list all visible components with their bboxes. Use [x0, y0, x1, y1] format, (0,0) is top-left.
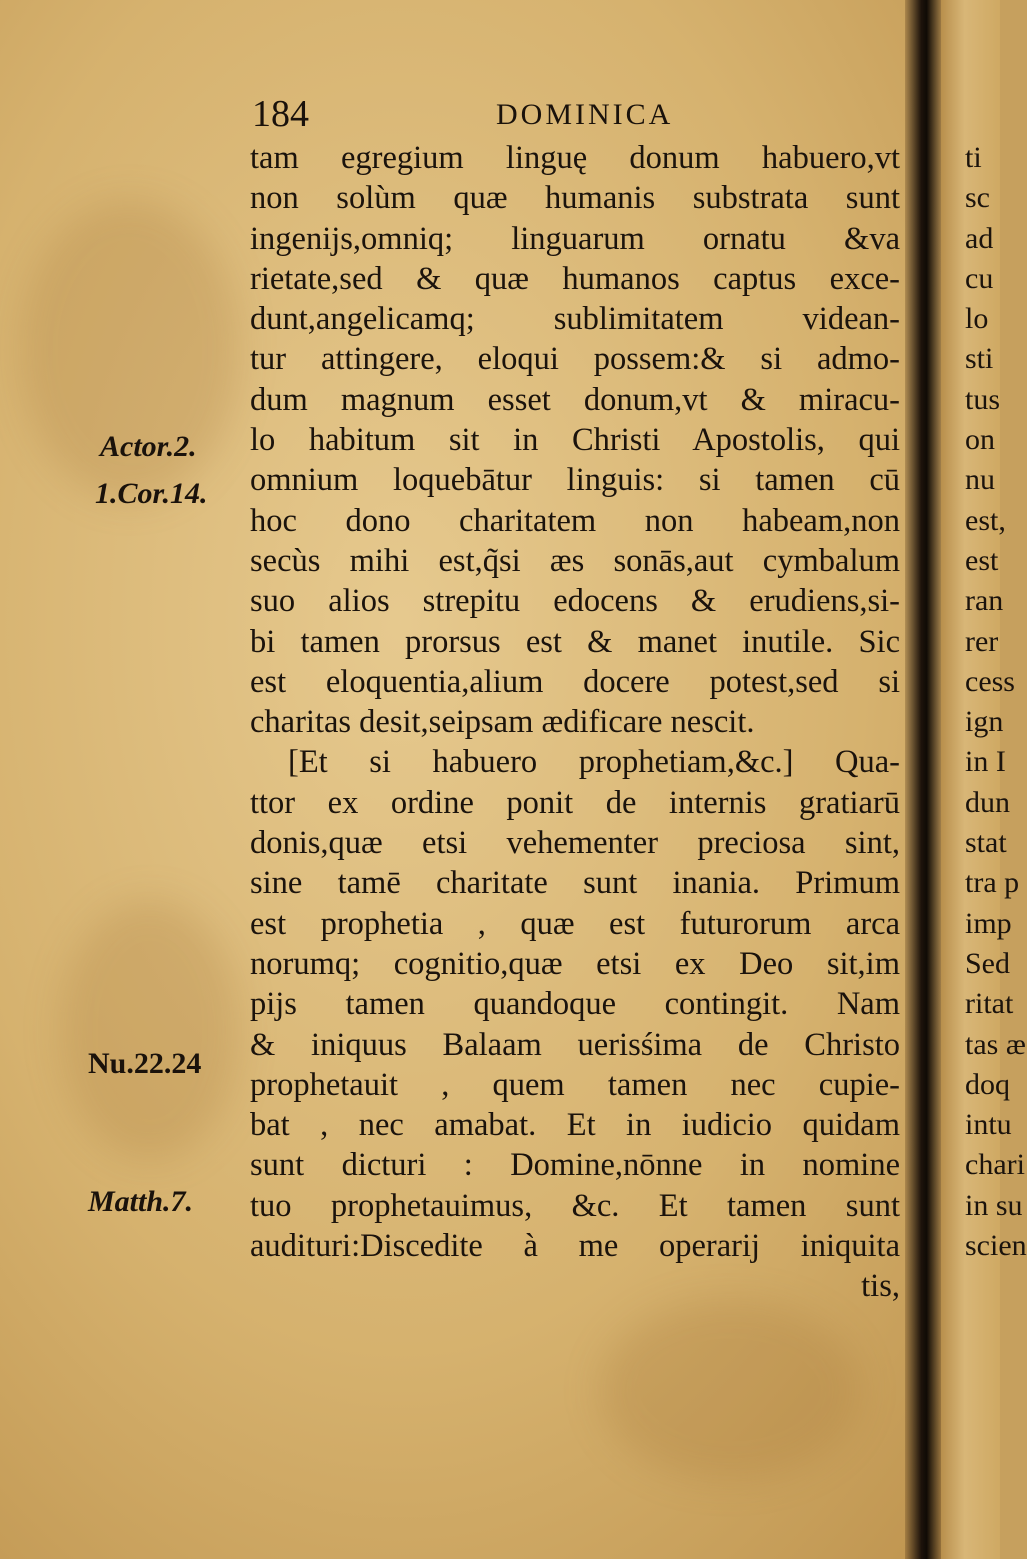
facing-fragment: ad	[965, 221, 994, 255]
text-line: est prophetia , quæ est futurorum arca	[250, 905, 900, 942]
facing-fragment: est,	[965, 503, 1006, 537]
facing-fragment: sti	[965, 342, 994, 376]
text-line: tur attingere, eloqui possem:& si admo-	[250, 341, 900, 378]
text-line: suo alios strepitu edocens & erudiens,si-	[250, 583, 900, 620]
text-line: dum magnum esset donum,vt & miracu-	[250, 381, 900, 418]
margin-note-actor: Actor.2.	[100, 430, 197, 463]
facing-fragment: sc	[965, 181, 990, 215]
facing-fragment: lo	[965, 302, 989, 336]
text-line: rietate,sed & quæ humanos captus exce-	[250, 260, 900, 297]
facing-fragment: doq	[965, 1067, 1010, 1101]
text-line: non solùm quæ humanis substrata sunt	[250, 180, 900, 217]
text-line: bat , nec amabat. Et in iudicio quidam	[250, 1107, 900, 1144]
facing-fragment: tra p	[965, 866, 1020, 900]
text-line: [Et si habuero prophetiam,&c.] Qua-	[288, 744, 900, 781]
text-line: hoc dono charitatem non habeam,non	[250, 502, 900, 539]
facing-fragment: stat	[965, 826, 1007, 860]
facing-fragment: ritat	[965, 987, 1014, 1021]
facing-fragment: ign	[965, 705, 1004, 739]
facing-fragment: tus	[965, 382, 1001, 416]
margin-note-numbers: Nu.22.24	[88, 1047, 202, 1080]
facing-fragment: Sed	[965, 946, 1010, 980]
facing-fragment: cu	[965, 261, 994, 295]
facing-fragment: ti	[965, 141, 982, 174]
text-line: lo habitum sit in Christi Apostolis, qui	[250, 422, 900, 459]
facing-fragment: intu	[965, 1108, 1012, 1142]
text-line: pijs tamen quandoque contingit. Nam	[250, 986, 900, 1023]
text-line: sunt dicturi : Domine,nōnne in nomine	[250, 1147, 900, 1184]
page-number: 184	[252, 93, 309, 135]
text-line: ingenijs,omniq; linguarum ornatu &va	[250, 220, 900, 257]
text-line: & iniquus Balaam uerisśima de Christo	[250, 1026, 900, 1063]
facing-fragment: ran	[965, 584, 1004, 618]
text-line: sine tamē charitate sunt inania. Primum	[250, 865, 900, 902]
facing-fragment: imp	[965, 906, 1012, 940]
facing-fragment: scien	[965, 1229, 1027, 1263]
facing-fragment: on	[965, 423, 995, 457]
page-header	[252, 92, 772, 144]
text-line: omnium loquebātur linguis: si tamen cū	[250, 462, 900, 499]
text-line: secùs mihi est,q̃si æs sonās,aut cymbalum	[250, 542, 900, 579]
text-line: donis,quæ etsi vehementer preciosa sint,	[250, 825, 900, 862]
text-line: bi tamen prorsus est & manet inutile. Sic	[250, 623, 900, 660]
text-line: audituri:Discedite à me operarij iniquita	[250, 1228, 900, 1265]
text-line: tam egregium linguę donum habuero,vt	[250, 140, 900, 176]
facing-fragment: tas æ	[965, 1027, 1026, 1061]
facing-page-text	[965, 138, 1027, 1266]
margin-note-corinthians: 1.Cor.14.	[95, 477, 208, 510]
text-line: dunt,angelicamq; sublimitatem videan-	[250, 301, 900, 338]
facing-fragment: in I	[965, 745, 1006, 779]
paper-stain	[60, 900, 240, 1160]
book-gutter	[905, 0, 941, 1559]
text-line: charitas desit,seipsam ædificare nescit.	[250, 704, 755, 741]
main-text-column	[250, 138, 900, 1307]
facing-fragment: dun	[965, 785, 1010, 819]
margin-note-matthew: Matth.7.	[88, 1185, 194, 1218]
text-line: norumq; cognitio,quæ etsi ex Deo sit,im	[250, 945, 900, 982]
catchword: tis,	[861, 1268, 900, 1305]
facing-fragment: est	[965, 543, 999, 577]
paper-stain	[600, 1300, 860, 1480]
facing-fragment: cess	[965, 664, 1015, 698]
facing-fragment: nu	[965, 463, 995, 497]
text-line: ttor ex ordine ponit de internis gratiarū	[250, 784, 900, 821]
text-line: tuo prophetauimus, &c. Et tamen sunt	[250, 1187, 900, 1224]
text-line: prophetauit , quem tamen nec cupie-	[250, 1066, 900, 1103]
text-line: est eloquentia,alium docere potest,sed si	[250, 663, 900, 700]
running-head: DOMINICA	[496, 98, 674, 131]
facing-fragment: in su	[965, 1188, 1023, 1222]
facing-fragment: rer	[965, 624, 999, 658]
facing-fragment: chari	[965, 1148, 1025, 1182]
